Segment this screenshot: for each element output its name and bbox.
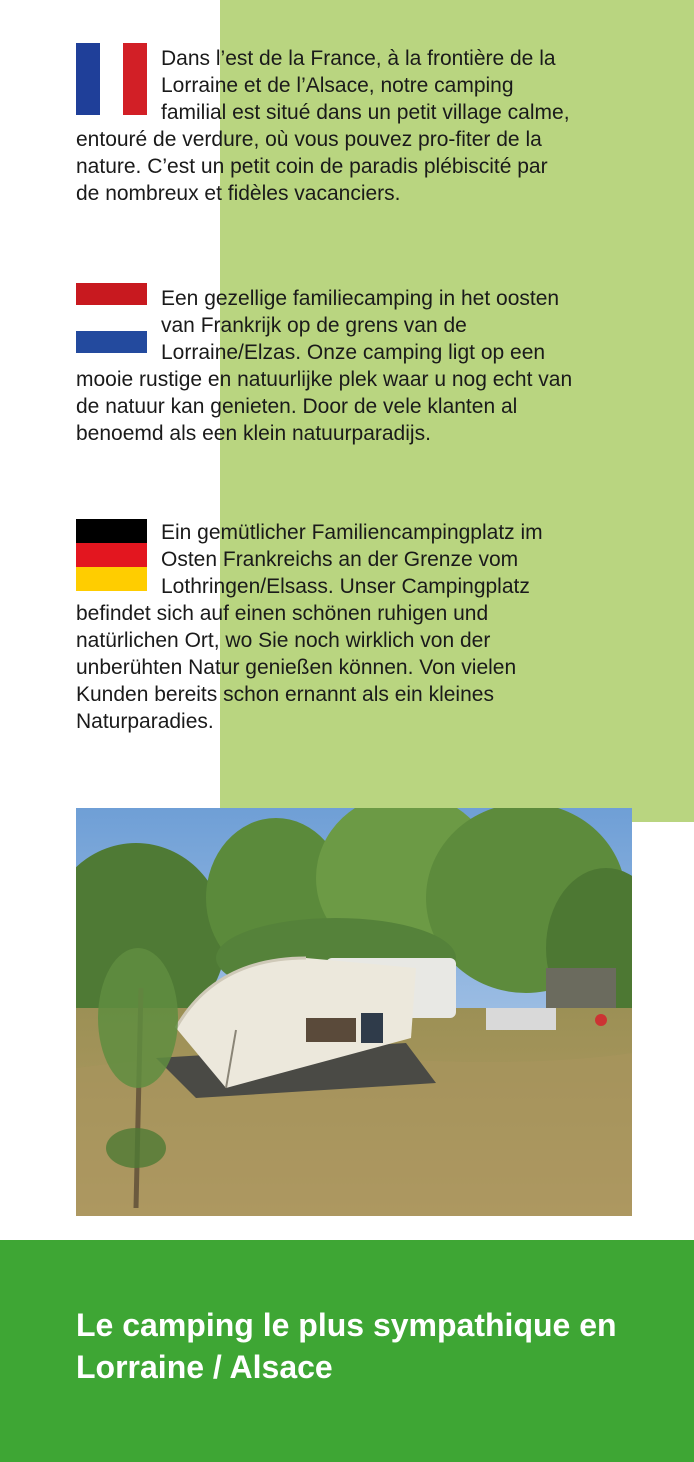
netherlands-flag-icon [76,285,147,357]
german-description: Ein gemütlicher Familiencampingplatz im Osten Frankreichs an der Grenze vom Lothringen/Elsass. Unser Campingplatz befindet sich auf einen schönen ruhigen und natürlichen Ort, wo Sie noch wirklich von der unberühten Natur genießen können. Von vielen Kunden bereits schon ernannt als ein kleines Naturparadies. [76,521,543,733]
section-dutch [76,285,576,447]
french-description: Dans l’est de la France, à la frontière de la Lorraine et de l’Alsace, notre camping familial est situé dans un petit village calme, entouré de verdure, où vous pouvez pro-fiter de la nature. C’est un petit coin de paradis plébiscité par de nombreux et fidèles vacanciers. [76,47,570,205]
campsite-photo [76,808,632,1216]
section-german [76,519,576,735]
section-french [76,45,576,207]
france-flag-icon [76,43,147,115]
germany-flag-icon [76,519,147,591]
footer-title: Le camping le plus sympathique en Lorraine / Alsace [76,1307,617,1385]
dutch-description: Een gezellige familiecamping in het oosten van Frankrijk op de grens van de Lorraine/Elzas. Onze camping ligt op een mooie rustige en natuurlijke plek waar u nog echt van de natuur kan genieten. Door de vele klanten al benoemd als een klein natuurparadijs. [76,287,573,445]
